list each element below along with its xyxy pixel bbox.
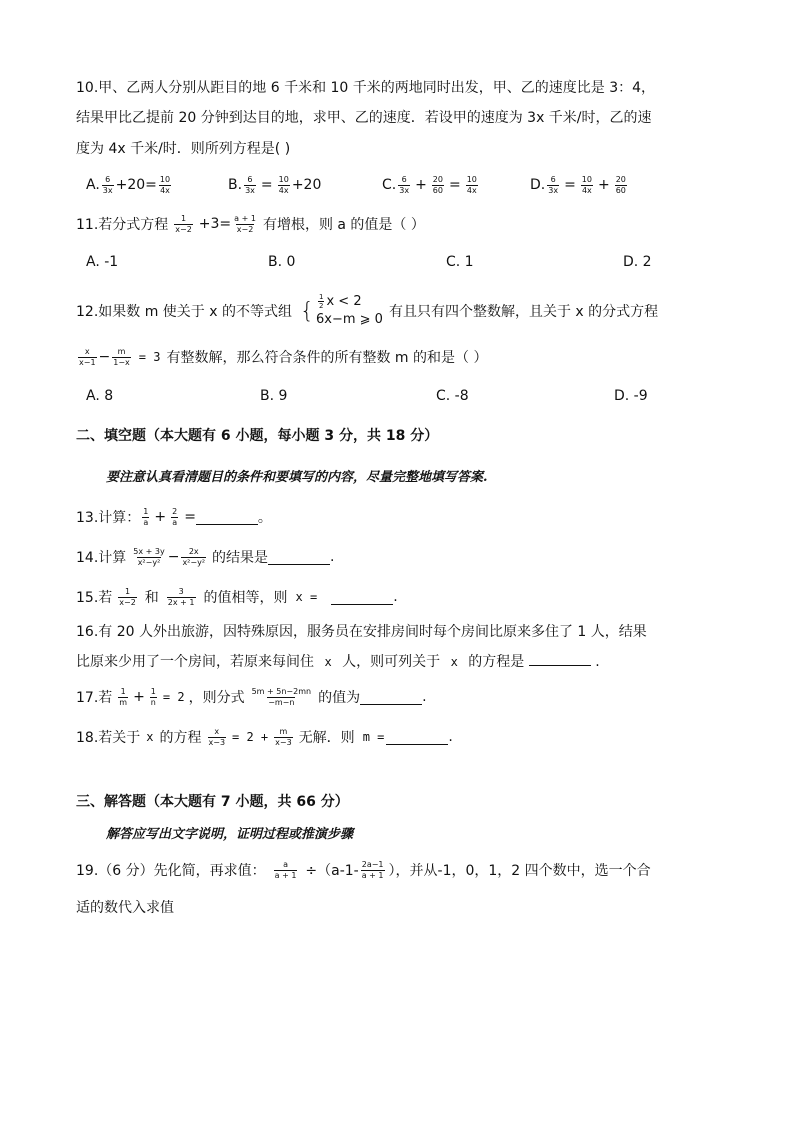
- answer-blank[interactable]: [331, 590, 393, 605]
- fraction: $\frac{a}{a + 1}$: [274, 859, 297, 880]
- answer-blank[interactable]: [268, 550, 330, 565]
- fraction: $\frac{6}{3x}$: [399, 174, 410, 195]
- fraction: $\frac{2}{a}$: [172, 506, 178, 527]
- fraction: $\frac{6}{3x}$: [548, 174, 559, 195]
- fraction: $\frac{1}{a}$: [143, 506, 149, 527]
- answer-blank[interactable]: [360, 690, 422, 705]
- q10-option-c: C. $\frac{6}{3x}$ + $\frac{20}{60}$ = $\frac{10}{4x}$: [382, 174, 477, 195]
- fraction: $\frac{1}{m}$: [119, 686, 128, 707]
- section-3-note: 解答应写出文字说明，证明过程或推演步骤: [106, 827, 354, 842]
- q19-line1: 19.（6 分）先化简，再求值： $\frac{a}{a + 1}$ ÷（a-1- $\frac{2a-1}{a + 1}$ ），并从-1，0，1，2 四个数中，选一个合: [76, 859, 651, 880]
- q15: 15.若 $\frac{1}{x-2}$ 和 $\frac{3}{2x + 1}$ 的值相等，则 x = .: [76, 586, 398, 607]
- q10-option-d: D. $\frac{6}{3x}$ = $\frac{10}{4x}$ + $\frac{20}{60}$: [530, 174, 626, 195]
- inequality-system: $\frac{1}{2}$ x < 2 6x−m ⩾ 0: [316, 293, 383, 327]
- answer-blank[interactable]: [386, 730, 448, 745]
- fraction: $\frac{10}{4x}$: [159, 174, 171, 195]
- q16-line2: 比原来少用了一个房间，若原来每间住 x 人，则可列关于 x 的方程是 .: [76, 651, 600, 672]
- q11-option-b: B. 0: [268, 254, 296, 270]
- q10-options: [76, 165, 676, 205]
- fraction: $\frac{5x + 3y}{\text{x²−y²}}$: [133, 546, 165, 567]
- fraction: $\frac{1}{n}$: [150, 686, 156, 707]
- fraction: $\frac{m}{x-3}$: [275, 726, 292, 747]
- fraction: $\frac{10}{4x}$: [581, 174, 592, 195]
- fraction: $\frac{6}{3x}$: [102, 174, 113, 195]
- fraction: $\frac{20}{60}$: [615, 174, 626, 195]
- q12-option-c: C. -8: [436, 388, 469, 404]
- q12-stem-line2: $\frac{x}{x-1}$ − $\frac{m}{1-x}$ = 3 有整数解，那么符合条件的所有整数 m 的和是（ ）: [79, 346, 488, 367]
- q11-option-d: D. 2: [623, 254, 652, 270]
- fraction: $\frac{x}{x-1}$: [79, 346, 96, 367]
- fraction: $\frac{5m + 5n-2mn}{-m-n}$: [251, 686, 312, 707]
- section-2-note: 要注意认真看清题目的条件和要填写的内容，尽量完整地填写答案.: [106, 470, 488, 485]
- q12-stem-line1: 12.如果数 m 使关于 x 的不等式组 { $\frac{1}{2}$ x < 2 6x−m ⩾ 0 有且只有四个整数解，且关于 x 的分式方程: [76, 293, 659, 327]
- q14: 14.计算 $\frac{5x + 3y}{\text{x²−y²}}$ − $\frac{2x}{\text{x²−y²}}$ 的结果是 .: [76, 546, 335, 567]
- q18: 18.若关于 x 的方程 $\frac{x}{x-3}$ = 2 + $\frac{m}{x-3}$ 无解．则 m = .: [76, 726, 453, 747]
- fraction: $\frac{a + 1}{x-2}$: [234, 213, 256, 234]
- section-3-title: 三、解答题（本大题有 7 小题，共 66 分）: [76, 794, 349, 810]
- q12-option-d: D. -9: [614, 388, 648, 404]
- fraction: $\frac{20}{60}$: [432, 174, 443, 195]
- q11-option-a: A. -1: [86, 254, 119, 270]
- q17: 17.若 $\frac{1}{m}$ + $\frac{1}{n}$ = 2 ，则分式 $\frac{5m + 5n-2mn}{-m-n}$ 的值为 .: [76, 686, 427, 707]
- fraction: $\frac{3}{2x + 1}$: [167, 586, 195, 607]
- q12-option-b: B. 9: [260, 388, 288, 404]
- fraction: $\frac{1}{2}$: [319, 293, 324, 310]
- fraction: $\frac{10}{4x}$: [278, 174, 289, 195]
- q11-stem: 11.若分式方程 $\frac{1}{x-2}$ +3= $\frac{a + 1}{x-2}$ 有增根，则 a 的值是（ ）: [76, 213, 425, 234]
- fraction: $\frac{10}{4x}$: [466, 174, 477, 195]
- answer-blank[interactable]: [529, 651, 591, 666]
- fraction: $\frac{x}{x-3}$: [208, 726, 226, 747]
- q10-line1: 10.甲、乙两人分别从距目的地 6 千米和 10 千米的两地同时出发，甲、乙的速度比是 3：4，: [76, 80, 656, 96]
- q11-option-c: C. 1: [446, 254, 474, 270]
- q10-line2: 结果甲比乙提前 20 分钟到达目的地，求甲、乙的速度．若设甲的速度为 3x 千米/时，乙的速: [76, 110, 652, 126]
- fraction: $\frac{m}{1-x}$: [113, 346, 130, 367]
- fraction: $\frac{6}{3x}$: [245, 174, 255, 195]
- answer-blank[interactable]: [196, 510, 258, 525]
- section-2-title: 二、填空题（本大题有 6 小题，每小题 3 分，共 18 分）: [76, 428, 439, 444]
- q10-option-b: B. $\frac{6}{3x}$ = $\frac{10}{4x}$ +20: [228, 174, 322, 195]
- q10-option-a: A. $\frac{6}{3x}$ +20= $\frac{10}{4x}$: [86, 174, 171, 195]
- fraction: $\frac{1}{x-2}$: [119, 586, 136, 607]
- fraction: $\frac{1}{x-2}$: [175, 213, 192, 234]
- fraction: $\frac{2x}{\text{x²−y²}}$: [182, 546, 206, 567]
- q19-line2: 适的数代入求值: [76, 900, 174, 916]
- q13: 13.计算： $\frac{1}{a}$ + $\frac{2}{a}$ = 。: [76, 506, 272, 527]
- q10-line3: 度为 4x 千米/时．则所列方程是( ): [76, 141, 291, 157]
- q12-option-a: A. 8: [86, 388, 114, 404]
- fraction: $\frac{2a-1}{a + 1}$: [361, 859, 384, 880]
- q16-line1: 16.有 20 人外出旅游，因特殊原因，服务员在安排房间时每个房间比原来多住了 1 人，结果: [76, 624, 647, 640]
